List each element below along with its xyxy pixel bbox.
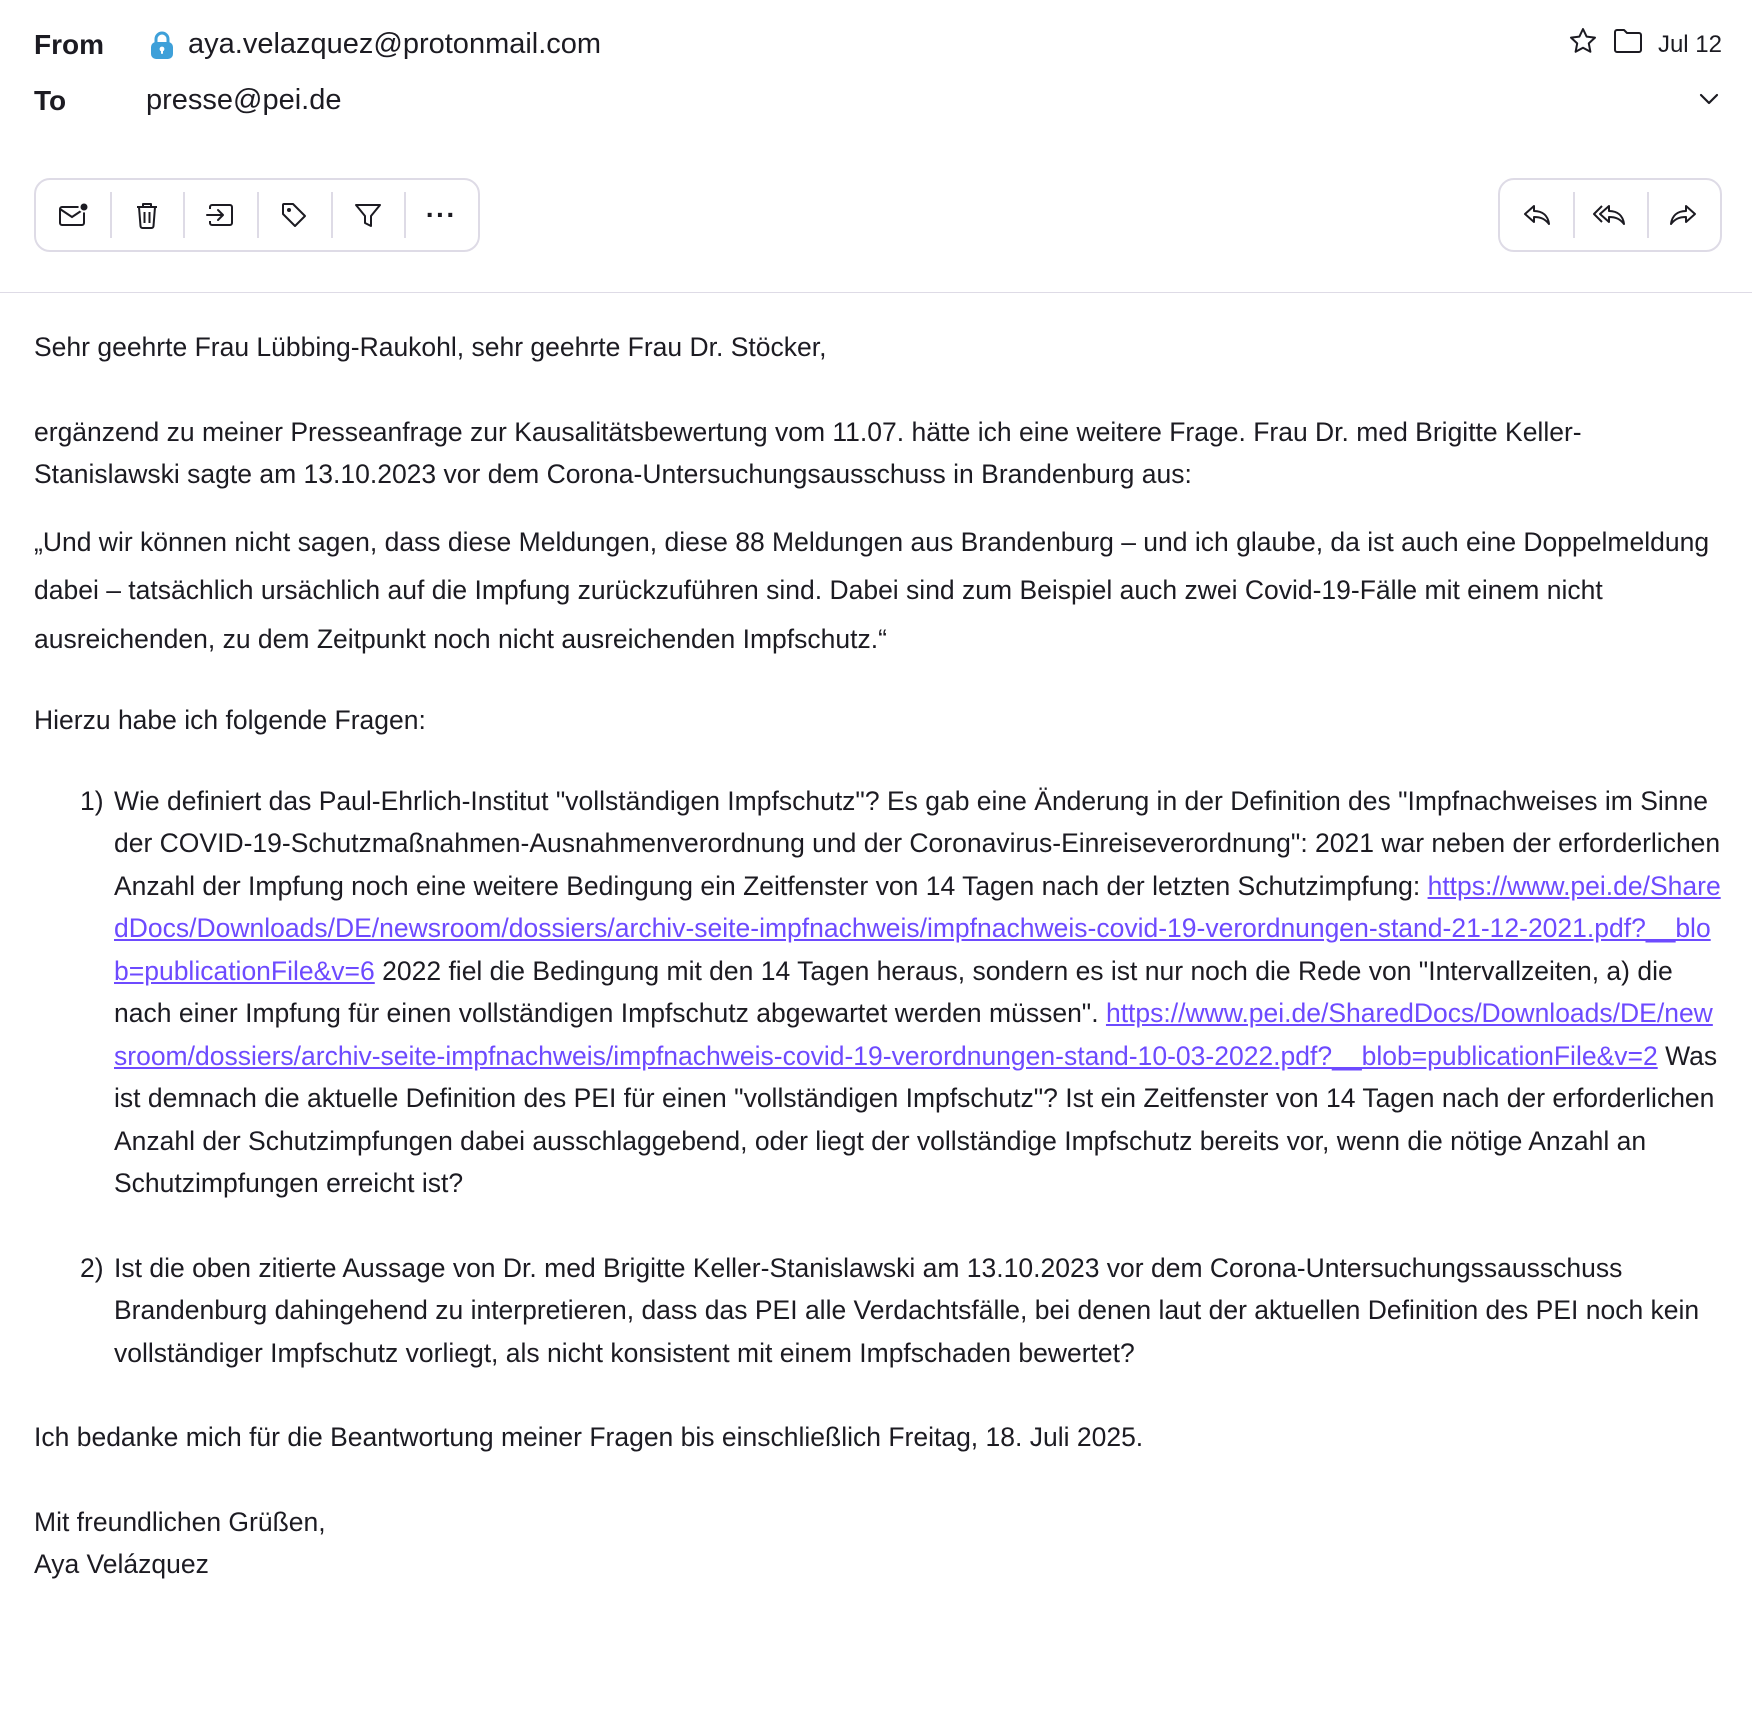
- question-item-1: [34, 780, 1724, 1205]
- question-1-text-part3: Was ist demnach die aktuelle Definition des PEI für einen "vollständigen Impfschutz"? Ist ein Zeitfenster von 14 Tagen nach der erforderlichen Anzahl der Schutzimpfungen dabei ausschlaggebend, oder liegt der vollständige Impfschutz bereits vor, wenn die nötige Anzahl an Schutzimpfungen erreicht ist?: [114, 1040, 1718, 1198]
- trash-icon: [134, 200, 160, 230]
- mark-unread-button[interactable]: [36, 180, 110, 250]
- sender-address[interactable]: aya.velazquez@protonmail.com: [188, 28, 602, 60]
- closing-paragraph: Ich bedanke mich für die Beantwortung meiner Fragen bis einschließlich Freitag, 18. Juli 2025.: [34, 1422, 1144, 1452]
- pdf-link-2021[interactable]: https://www.pei.de/SharedDocs/Downloads/DE/newsroom/dossiers/archiv-seite-impfnachweis/impfnachweis-covid-19-verordnungen-stand-21-12-2021.pdf?__blob=publicationFile&v=6: [114, 870, 1721, 986]
- reply-all-button[interactable]: [1573, 180, 1646, 250]
- greeting: Sehr geehrte Frau Lübbing-Raukohl, sehr geehrte Frau Dr. Stöcker,: [34, 332, 827, 362]
- intro-paragraph: ergänzend zu meiner Presseanfrage zur Kausalitätsbewertung vom 11.07. hätte ich eine weitere Frage. Frau Dr. med Brigitte Keller-Stanislawski sagte am 13.10.2023 vor dem Corona-Untersuchungsausschuss in Brandenburg aus:: [34, 416, 1582, 489]
- question-1-text-part2: 2022 fiel die Bedingung mit den 14 Tagen heraus, sondern es ist nur noch die Rede von "Intervallzeiten, a) die nach einer Impfung für einen vollständigen Impfschutz abgewartet werden müssen".: [114, 955, 1673, 1028]
- to-row: [34, 84, 342, 117]
- trash-button[interactable]: [110, 180, 184, 250]
- question-item-2: [34, 1247, 1724, 1375]
- regards: Mit freundlichen Grüßen,: [34, 1506, 326, 1537]
- question-2-text: Ist die oben zitierte Aussage von Dr. med Brigitte Keller-Stanislawski am 13.10.2023 vor dem Corona-Untersuchungssausschuss Brandenburg dahingehend zu interpretieren, dass das PEI alle Verdachtsfälle, bei denen laut der aktuellen Definition des PEI noch kein vollständiger Impfschutz vorliegt, als nicht konsistent mit einem Impfschaden bewertet?: [114, 1252, 1700, 1368]
- pdf-link-2022[interactable]: https://www.pei.de/SharedDocs/Downloads/DE/newsroom/dossiers/archiv-seite-impfnachweis/impfnachweis-covid-19-verordnungen-stand-10-03-2022.pdf?__blob=publicationFile&v=2: [114, 998, 1713, 1071]
- message-toolbar: [34, 178, 480, 252]
- message-date: Jul 12: [1657, 30, 1722, 58]
- filter-button[interactable]: [331, 180, 405, 250]
- message-header: [0, 0, 1752, 293]
- to-label: To: [34, 84, 67, 116]
- header-actions: [1568, 26, 1722, 63]
- envelope-dot-icon: [57, 201, 89, 229]
- message-body: [34, 326, 1724, 1586]
- question-list: [34, 780, 1724, 1375]
- star-icon[interactable]: [1568, 26, 1598, 63]
- recipient-address[interactable]: presse@pei.de: [146, 84, 342, 116]
- forward-icon: [1667, 201, 1699, 229]
- question-number: 1): [80, 785, 104, 816]
- filter-icon: [353, 200, 383, 230]
- more-icon: ···: [425, 199, 457, 230]
- question-number: 2): [80, 1252, 104, 1283]
- quote-paragraph: „Und wir können nicht sagen, dass diese Meldungen, diese 88 Meldungen aus Brandenburg – und ich glaube, da ist auch eine Doppelmeldung dabei – tatsächlich ursächlich auf die Impfung zurückzuführen sind. Dabei sind zum Beispiel auch zwei Covid-19-Fälle mit einem nicht ausreichenden, zu dem Zeitpunkt noch nicht ausreichenden Impfschutz.“: [34, 526, 1710, 654]
- label-button[interactable]: [257, 180, 331, 250]
- folder-icon[interactable]: [1612, 26, 1644, 63]
- chevron-down-icon[interactable]: [1696, 86, 1722, 117]
- tag-icon: [279, 200, 309, 230]
- reply-all-icon: [1592, 201, 1628, 229]
- forward-button[interactable]: [1647, 180, 1720, 250]
- from-row: [34, 28, 601, 61]
- reply-button[interactable]: [1500, 180, 1573, 250]
- reply-icon: [1521, 201, 1553, 229]
- more-button[interactable]: [404, 180, 478, 250]
- question-1-text-part1: Wie definiert das Paul-Ehrlich-Institut "vollständigen Impfschutz"? Es gab eine Änderung in der Definition des "Impfnachweises im Sinne der COVID-19-Schutzmaßnahmen-Ausnahmenverordnung und der Coronavirus-Einreiseverordnung": 2021 war neben der erforderlichen Anzahl der Impfung noch eine weitere Bedingung ein Zeitfenster von 14 Tagen nach der letzten Schutzimpfung:: [114, 785, 1721, 901]
- from-label: From: [34, 28, 104, 60]
- signature: Aya Velázquez: [34, 1549, 209, 1579]
- lock-icon: [146, 29, 178, 61]
- move-to-folder-icon: [204, 201, 236, 229]
- questions-intro: Hierzu habe ich folgende Fragen:: [34, 705, 426, 735]
- reply-toolbar: [1498, 178, 1722, 252]
- move-button[interactable]: [183, 180, 257, 250]
